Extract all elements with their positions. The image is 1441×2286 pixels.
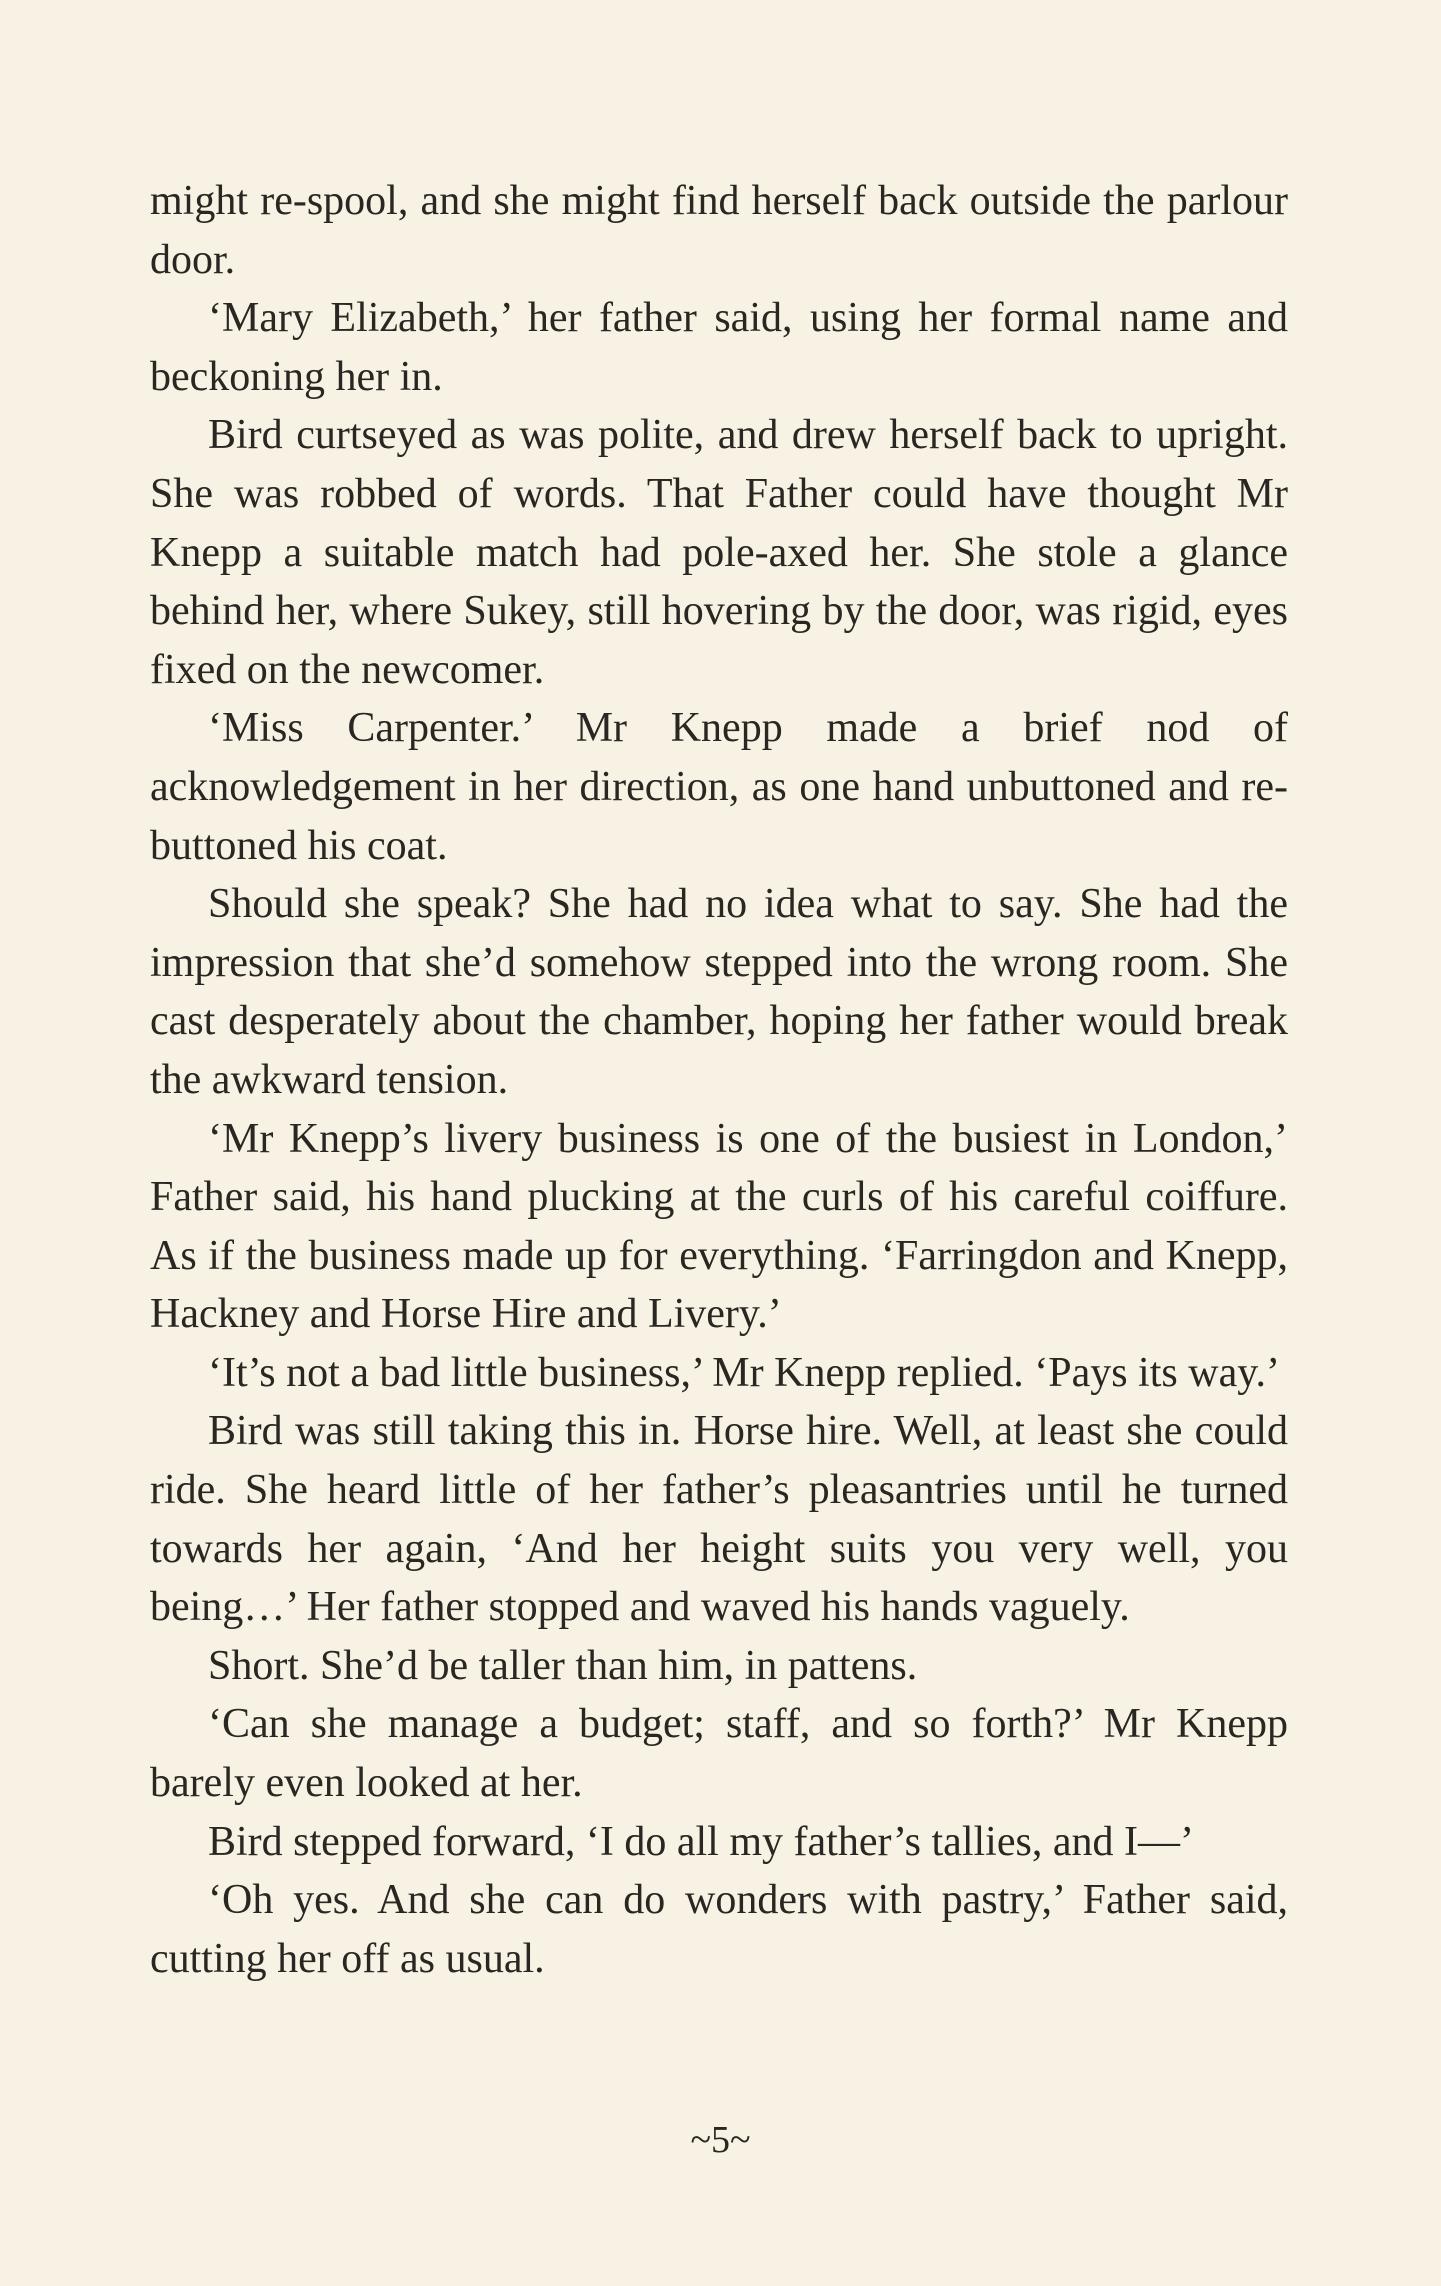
paragraph: ‘Mary Elizabeth,’ her father said, using her formal name and beckoning her in. — [150, 295, 1288, 400]
paragraph: Bird stepped forward, ‘I do all my father’s tallies, and I—’ — [208, 1818, 1194, 1865]
paragraph: ‘Mr Knepp’s livery business is one of the busiest in London,’ Father said, his hand plucking at the curls of his careful coiffure. As if the business made up for everything. ‘Farringdon and Knepp, Hackney and Horse Hire and Livery.’ — [150, 1115, 1288, 1338]
page-number: ~5~ — [690, 2119, 751, 2161]
paragraph: Should she speak? She had no idea what to say. She had the impression that she’d somehow stepped into the wrong room. She cast desperately about the chamber, hoping her father would break the awkward tension. — [150, 881, 1288, 1103]
body-text — [150, 172, 1288, 1988]
paragraph: Short. She’d be taller than him, in pattens. — [208, 1642, 918, 1689]
paragraph: ‘It’s not a bad little business,’ Mr Knepp replied. ‘Pays its way.’ — [208, 1349, 1280, 1396]
paragraph: Bird curtseyed as was polite, and drew herself back to upright. She was robbed of words. That Father could have thought Mr Knepp a suitable match had pole-axed her. She stole a glance behind her, where Sukey, still hovering by the door, was rigid, eyes fixed on the newcomer. — [150, 412, 1288, 693]
paragraph: ‘Can she manage a budget; staff, and so forth?’ Mr Knepp barely even looked at her. — [150, 1701, 1288, 1807]
paragraph: Bird was still taking this in. Horse hire. Well, at least she could ride. She heard little of her father’s pleasantries until he turned towards her again, ‘And her height suits you very well, you being…’ Her father stopped and waved his hands vaguely. — [150, 1408, 1288, 1631]
paragraph: ‘Oh yes. And she can do wonders with pastry,’ Father said, cutting her off as usual. — [150, 1877, 1288, 1982]
paragraph: ‘Miss Carpenter.’ Mr Knepp made a brief nod of acknowledgement in her direction, as one hand unbuttoned and re-buttoned his coat. — [150, 705, 1288, 869]
paragraph: might re-spool, and she might find herself back outside the parlour door. — [150, 178, 1288, 283]
